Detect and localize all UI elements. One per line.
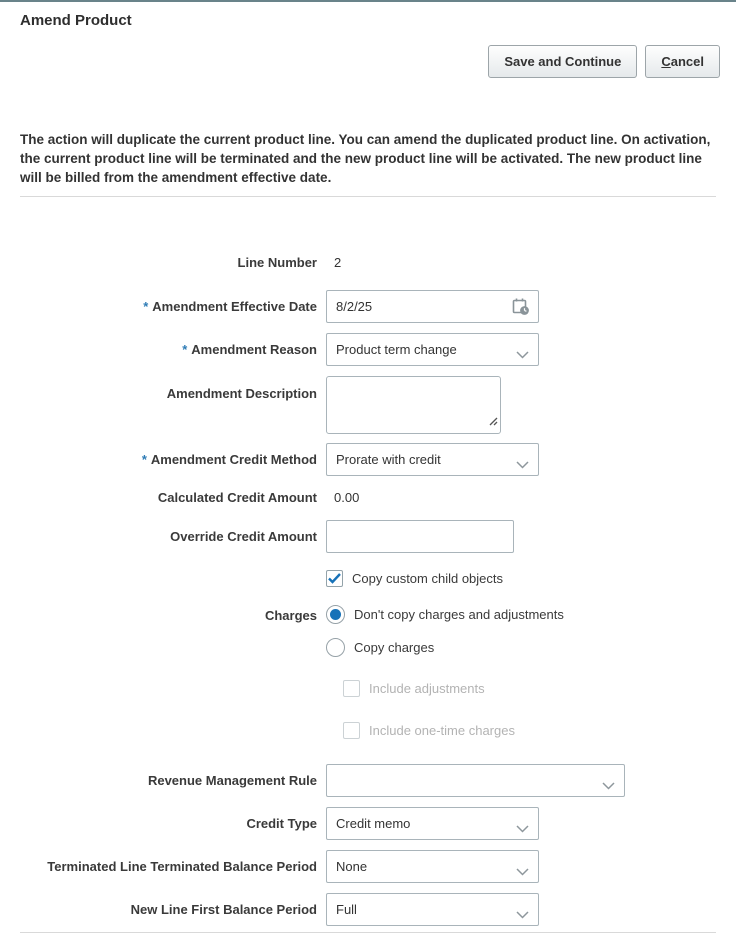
amend-product-form — [0, 254, 736, 926]
revenue-rule-row — [0, 764, 736, 797]
effective-date-label: * Amendment Effective Date — [143, 299, 317, 314]
credit-method-label: * Amendment Credit Method — [141, 452, 317, 467]
description-textarea[interactable] — [327, 377, 500, 433]
required-asterisk: * — [143, 299, 149, 314]
info-message: The action will duplicate the current product line. You can amend the duplicated product line. On activation, the current product line will be terminated and the new product line will be activated. The new product line will be billed from the amendment effective date. — [20, 132, 711, 185]
effective-date-row — [0, 290, 736, 323]
cancel-label-rest: ancel — [670, 54, 704, 69]
include-adjustments-label: Include adjustments — [369, 681, 485, 696]
divider — [20, 196, 716, 197]
terminated-balance-row — [0, 850, 736, 883]
toolbar — [0, 45, 720, 78]
override-credit-row — [0, 520, 736, 553]
charges-row — [0, 605, 736, 657]
credit-type-select[interactable] — [326, 807, 539, 840]
new-line-balance-label: New Line First Balance Period — [130, 902, 317, 917]
credit-method-value: Prorate with credit — [336, 452, 441, 467]
credit-method-select[interactable] — [326, 443, 539, 476]
reason-row — [0, 333, 736, 366]
effective-date-input[interactable] — [326, 290, 539, 323]
credit-type-value: Credit memo — [336, 816, 411, 831]
override-credit-label: Override Credit Amount — [170, 529, 317, 544]
page-title: Amend Product — [20, 12, 132, 29]
new-line-balance-value: Full — [336, 902, 357, 917]
include-one-time-label: Include one-time charges — [369, 723, 515, 738]
credit-method-row — [0, 443, 736, 476]
chevron-down-icon — [516, 906, 529, 924]
include-adjustments-row — [0, 680, 736, 697]
terminated-balance-select[interactable] — [326, 850, 539, 883]
credit-type-row — [0, 807, 736, 840]
charges-option-dont-copy[interactable] — [326, 605, 564, 624]
chevron-down-icon — [602, 777, 615, 795]
reason-label: * Amendment Reason — [182, 342, 317, 357]
new-line-balance-select[interactable] — [326, 893, 539, 926]
save-and-continue-button[interactable]: Save and Continue — [488, 45, 637, 78]
reason-select[interactable] — [326, 333, 539, 366]
calculated-credit-label: Calculated Credit Amount — [157, 490, 317, 505]
required-asterisk: * — [141, 452, 147, 467]
radio-selected-icon[interactable] — [326, 605, 345, 624]
charges-option1-label: Don't copy charges and adjustments — [354, 607, 564, 622]
revenue-rule-select[interactable] — [326, 764, 625, 797]
charges-option2-label: Copy charges — [354, 640, 435, 655]
new-line-balance-row — [0, 893, 736, 926]
divider — [20, 932, 716, 933]
description-textarea-wrap — [326, 376, 501, 434]
description-row — [0, 376, 736, 434]
required-asterisk: * — [182, 342, 188, 357]
line-number-row — [0, 254, 736, 271]
line-number-label: Line Number — [237, 255, 317, 270]
include-adjustments-checkbox — [343, 680, 360, 697]
line-number-value: 2 — [334, 255, 342, 270]
copy-custom-row — [0, 570, 736, 587]
charges-radio-group — [326, 605, 564, 657]
cancel-button[interactable] — [645, 45, 720, 78]
override-credit-input[interactable] — [326, 520, 514, 553]
cancel-label-initial: C — [661, 54, 671, 69]
terminated-balance-label: Terminated Line Terminated Balance Period — [47, 859, 317, 874]
chevron-down-icon — [516, 456, 529, 474]
checkmark-icon — [328, 573, 341, 584]
chevron-down-icon — [516, 820, 529, 838]
copy-custom-label: Copy custom child objects — [352, 571, 504, 586]
description-label: Amendment Description — [166, 386, 317, 401]
calculated-credit-row — [0, 489, 736, 506]
chevron-down-icon — [516, 863, 529, 881]
include-one-time-row — [0, 722, 736, 739]
revenue-rule-label: Revenue Management Rule — [147, 773, 317, 788]
charges-option-copy-charges[interactable] — [326, 638, 564, 657]
date-picker-icon[interactable] — [511, 297, 531, 317]
radio-unselected-icon[interactable] — [326, 638, 345, 657]
terminated-balance-value: None — [336, 859, 368, 874]
chevron-down-icon — [516, 346, 529, 364]
calculated-credit-value: 0.00 — [334, 490, 360, 505]
include-one-time-checkbox — [343, 722, 360, 739]
copy-custom-checkbox[interactable] — [326, 570, 343, 587]
charges-label: Charges — [264, 608, 317, 623]
reason-value: Product term change — [336, 342, 457, 357]
credit-type-label: Credit Type — [246, 816, 317, 831]
